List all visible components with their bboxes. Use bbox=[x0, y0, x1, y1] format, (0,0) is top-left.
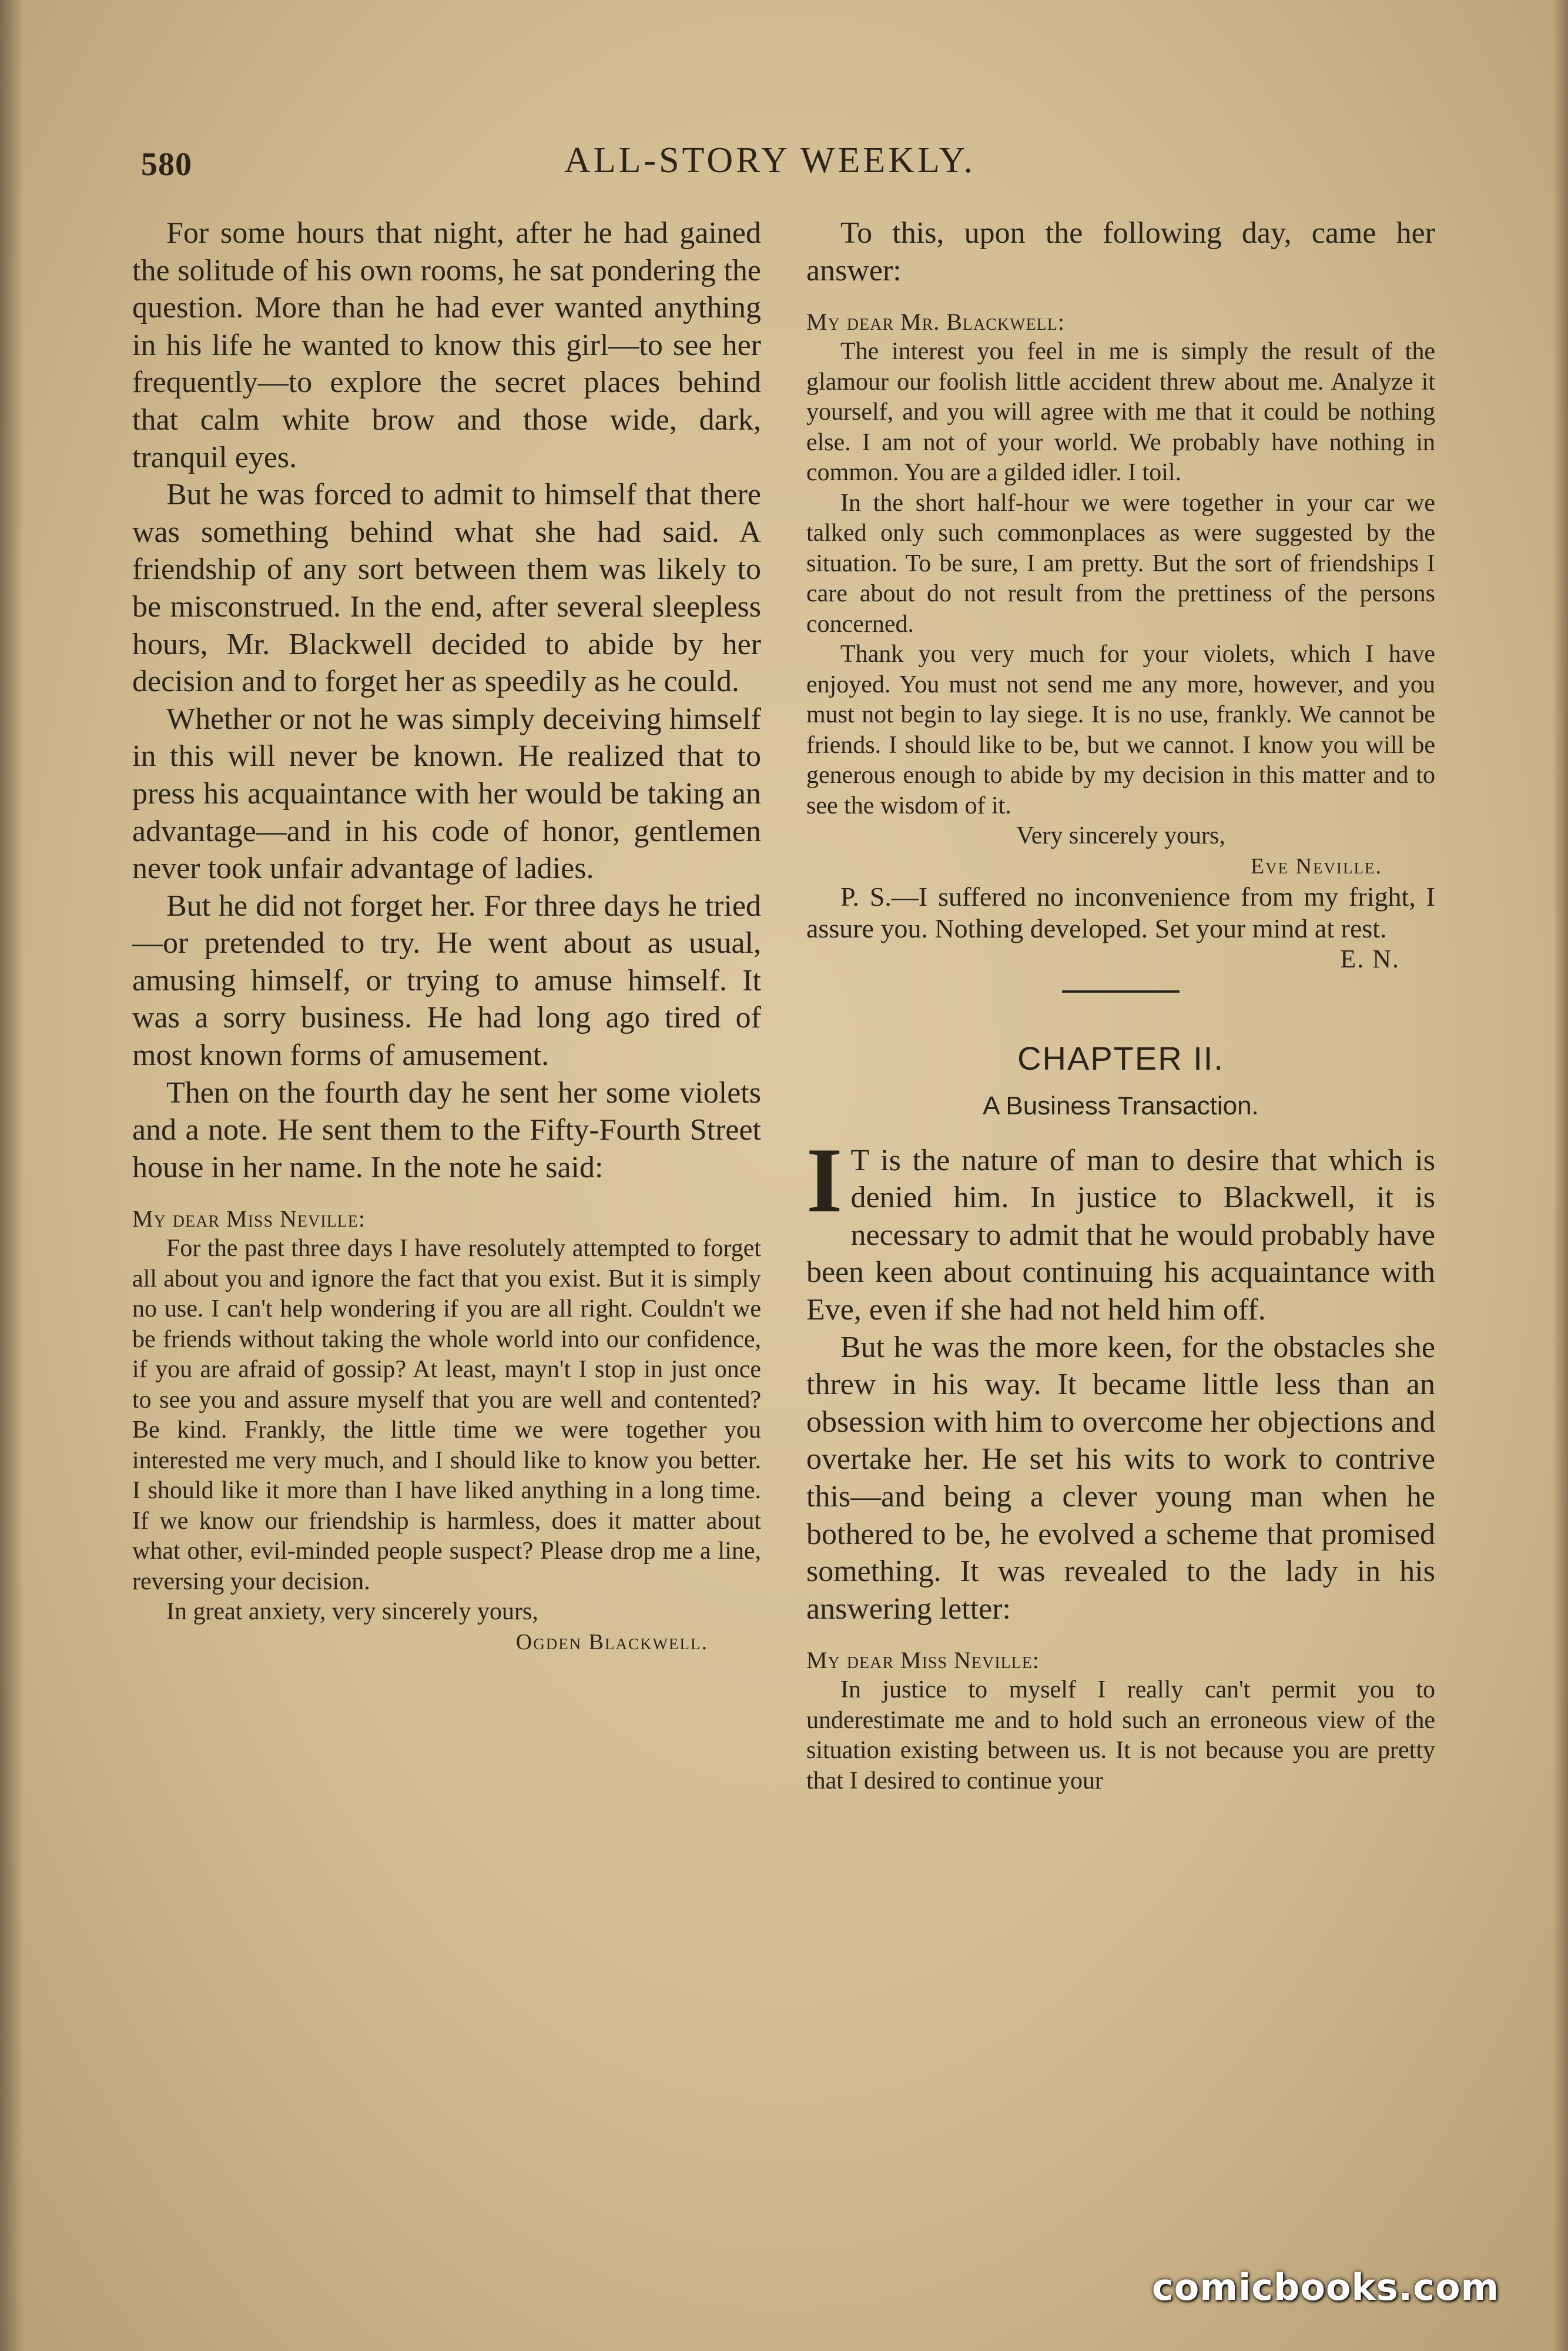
letter-signature: Eve Neville. bbox=[1250, 853, 1382, 879]
blackwell-letter bbox=[132, 1204, 761, 1657]
letter-paragraph: The interest you feel in me is simply the result of the glamour our foolish little accident threw about me. Analyze it yourself, and you will agree with me that it could be nothing else. I am not of your world. We probably have nothing in common. You are a gilded idler. I toil. bbox=[806, 338, 1435, 487]
letter-body: In justice to myself I really can't permit you to underestimate me and to hold such an erroneous view of the situation existing between us. It is not because you are pretty that I desired to continue your bbox=[806, 1676, 1435, 1794]
story-paragraph: But he was forced to admit to himself that there was something behind what she had said. A friendship of any sort between them was likely to be misconstrued. In the end, after several sleepless hours, Mr. Blackwell decided to abide by her decision and to forget her as speedily as he could. bbox=[132, 478, 761, 699]
chapter-subtitle: A Business Transaction. bbox=[983, 1091, 1259, 1120]
letter-postscript: P. S.—I suffered no inconvenience from my fright, I assure you. Nothing developed. Set your mind at rest. bbox=[806, 881, 1435, 943]
magazine-title: ALL-STORY WEEKLY. bbox=[564, 140, 976, 180]
neville-letter bbox=[806, 307, 1435, 974]
story-paragraph: But he did not forget her. For three days he tried—or pretended to try. He went about as usual, amusing himself, or trying to amuse himself. It was a sorry business. He had long ago tired of most known forms of amusement. bbox=[132, 889, 761, 1073]
source-watermark: comicbooks.com bbox=[1152, 2266, 1500, 2309]
letter-body: For the past three days I have resolutely attempted to forget all about you and ignore the fact that you exist. But it is simply no use. I can't help wondering if you are all right. Couldn't we be friends without taking the whole world into our confidence, if you are afraid of gossip? At least, mayn't I stop in just once to see you and assure myself that you are well and contented? Be kind. Frankly, the little time we were together you interested me very much, and I should like to know you better. I should like it more than I have liked anything in a long time. If we know our friendship is harmless, does it matter about what other, evil-minded people suspect? Please drop me a line, reversing your decision. bbox=[132, 1235, 761, 1595]
chapter-opening-paragraph bbox=[806, 1128, 1435, 1329]
chapter-opening-text: T is the nature of man to desire that which is denied him. In justice to Blackwell, it is necessary to admit that he would probably have been keen about continuing his acquaintance with Eve, even if she had not held him off. bbox=[806, 1143, 1435, 1327]
letter-closing: Very sincerely yours, bbox=[1016, 822, 1225, 850]
page-edge-shadow-left bbox=[0, 0, 24, 2351]
section-divider bbox=[1062, 990, 1180, 993]
page-edge-shadow-right bbox=[1553, 0, 1568, 2351]
story-paragraph: But he was the more keen, for the obstacles she threw in his way. It became little less than an obsession with him to overcome her objections and overtake her. He set his wits to work to contrive this—and being a clever young man when he bothered to be, he evolved a scheme that promised something. It was revealed to the lady in his answering letter: bbox=[806, 1330, 1435, 1626]
right-column bbox=[806, 215, 1435, 1796]
letter-salutation: My dear Mr. Blackwell: bbox=[806, 309, 1066, 336]
story-paragraph: For some hours that night, after he had gained the solitude of his own rooms, he sat pondering the question. More than he had ever wanted anything in his life he wanted to know this girl—to see her frequently—to explore the secret places behind that calm white brow and those wide, dark, tranquil eyes. bbox=[132, 216, 761, 474]
letter-closing: In great anxiety, very sincerely yours, bbox=[166, 1598, 538, 1626]
chapter-heading: CHAPTER II. bbox=[1017, 1039, 1224, 1077]
letter-paragraph: In the short half-hour we were together in your car we talked only such commonplaces as were suggested by the situation. To be sure, I am pretty. But the sort of friendships I care about do not result from the prettiness of the persons concerned. bbox=[806, 489, 1435, 638]
story-paragraph: Whether or not he was simply deceiving himself in this will never be known. He realized that to press his acquaintance with her would be taking an advantage—and in his code of honor, gentlemen never took unfair advantage of ladies. bbox=[132, 702, 761, 886]
letter-salutation: My dear Miss Neville: bbox=[132, 1205, 366, 1233]
drop-cap: I bbox=[806, 1128, 843, 1232]
page-number: 580 bbox=[141, 146, 192, 183]
postscript-initials: E. N. bbox=[1340, 944, 1400, 973]
blackwell-second-letter bbox=[806, 1645, 1435, 1796]
letter-paragraph: Thank you very much for your violets, which I have enjoyed. You must not send me any more, however, and you must not begin to lay siege. It is no use, frankly. We cannot be friends. I should like to be, but we cannot. I know you will be generous enough to abide by my decision in this matter and to see the wisdom of it. bbox=[806, 641, 1435, 819]
story-paragraph: Then on the fourth day he sent her some violets and a note. He sent them to the Fifty-Fourth Street house in her name. In the note he said: bbox=[132, 1076, 761, 1184]
story-paragraph: To this, upon the following day, came her answer: bbox=[806, 216, 1435, 287]
letter-signature: Ogden Blackwell. bbox=[515, 1629, 708, 1655]
left-column bbox=[132, 215, 761, 1657]
letter-salutation: My dear Miss Neville: bbox=[806, 1647, 1040, 1674]
